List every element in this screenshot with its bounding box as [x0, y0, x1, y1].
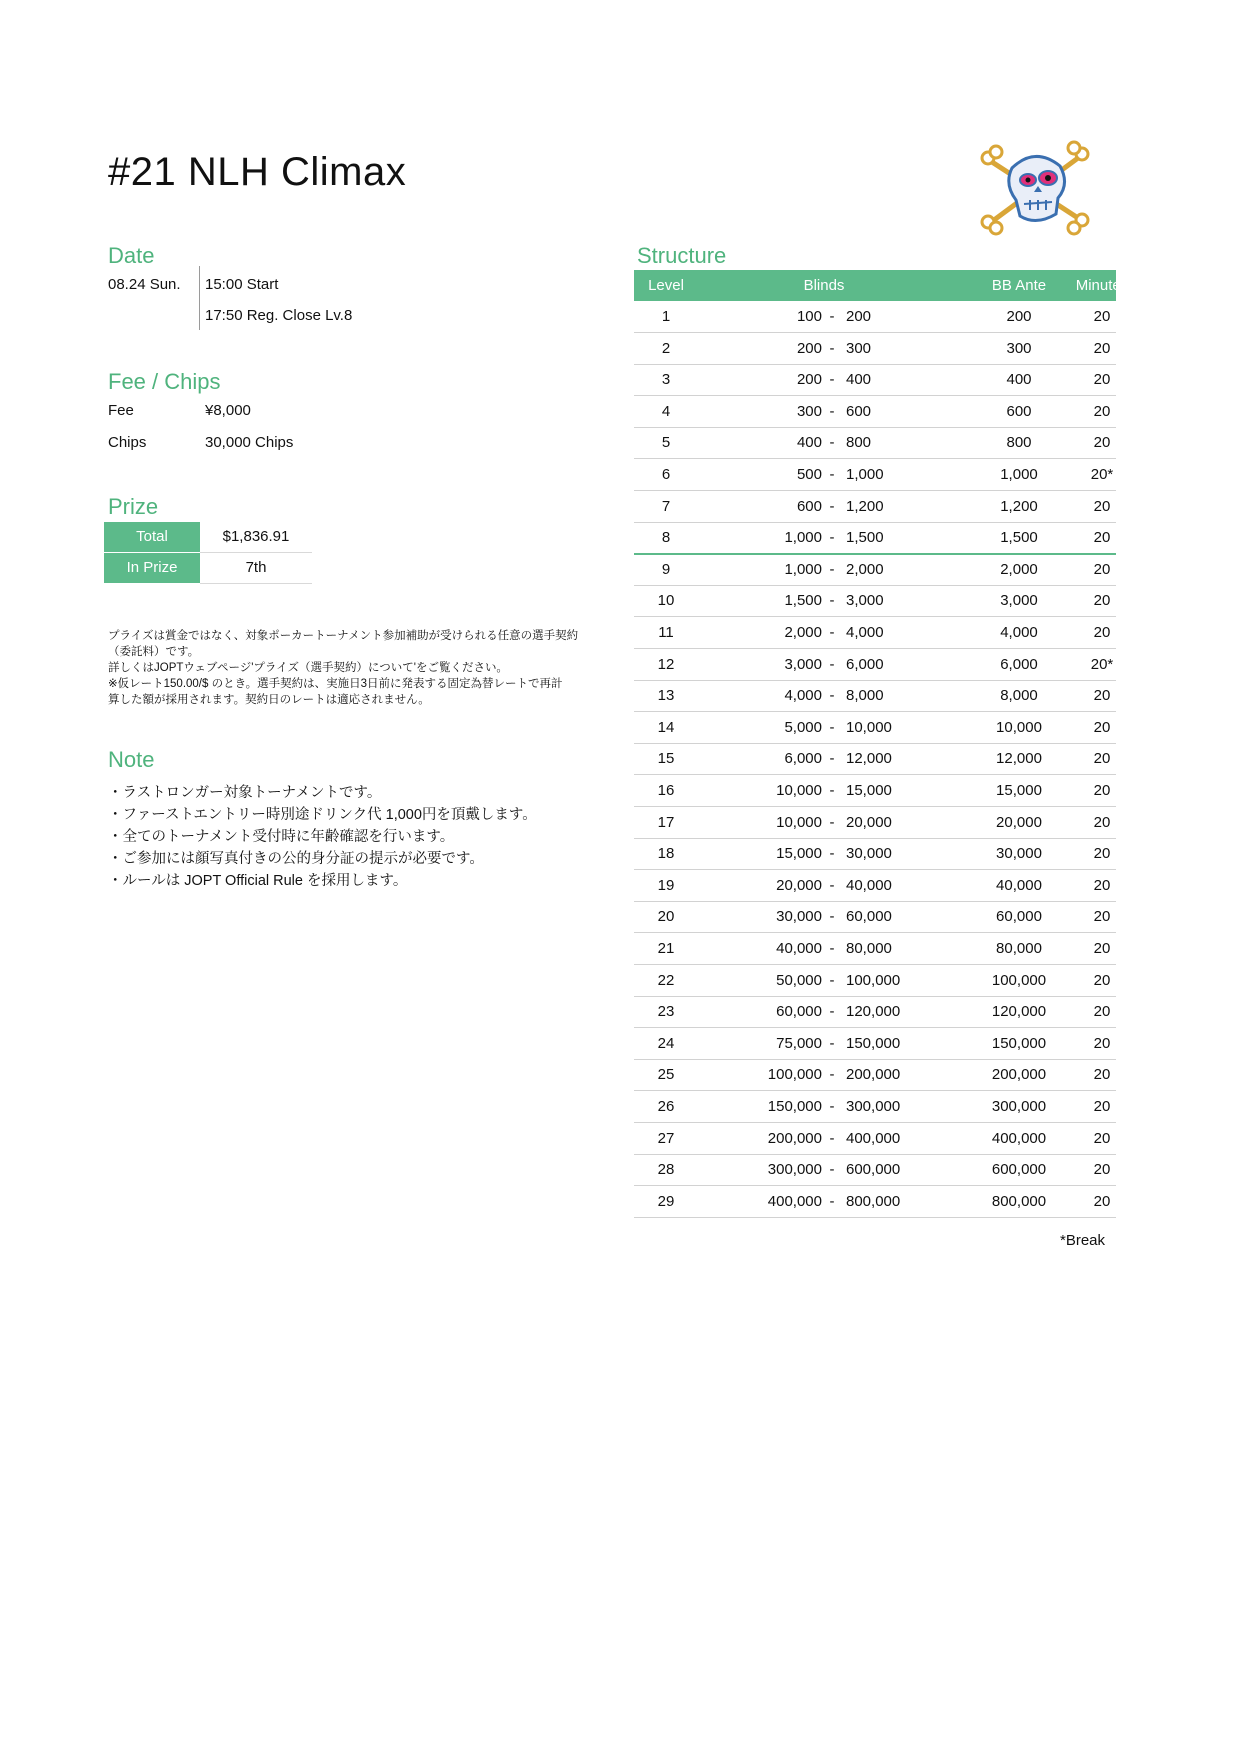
- event-date: 08.24 Sun.: [108, 276, 181, 293]
- bb-ante-cell: 6,000: [1000, 655, 1038, 673]
- note-item: ・ラストロンガー対象トーナメントです。: [108, 785, 382, 801]
- blinds-dash: -: [829, 750, 835, 768]
- small-blind-cell: 40,000: [776, 940, 822, 957]
- table-row: [634, 1186, 1116, 1218]
- big-blind-cell: 400,000: [846, 1129, 901, 1147]
- minutes-cell: 20: [1093, 782, 1111, 799]
- bb-ante-cell: 1,500: [1000, 529, 1038, 547]
- minutes-cell: 20: [1093, 971, 1111, 989]
- blinds-dash: -: [829, 434, 835, 452]
- table-row: [634, 364, 1116, 396]
- bb-ante-cell: 1,200: [1000, 497, 1038, 515]
- table-row: [634, 1091, 1116, 1123]
- prize-inprize-label: In Prize: [104, 553, 200, 583]
- minutes-cell: 20: [1093, 1003, 1111, 1021]
- reg-close-time: 17:50 Reg. Close Lv.8: [205, 307, 353, 324]
- blinds-dash: -: [829, 908, 835, 926]
- big-blind-cell: 100,000: [846, 971, 901, 989]
- bb-ante-cell: 300: [1006, 339, 1032, 357]
- bb-ante-cell: 600,000: [991, 1161, 1047, 1179]
- table-row: [634, 333, 1116, 365]
- minutes-cell: 20: [1093, 308, 1111, 325]
- blinds-dash: -: [829, 940, 835, 957]
- minutes-cell: 20*: [1090, 655, 1114, 673]
- big-blind-cell: 200: [846, 308, 872, 325]
- table-row: [634, 427, 1116, 459]
- minutes-cell: 20: [1093, 592, 1111, 610]
- small-blind-cell: 100: [796, 308, 822, 325]
- big-blind-cell: 80,000: [846, 940, 892, 957]
- prize-inprize-row: [104, 553, 312, 583]
- table-row: [634, 649, 1116, 681]
- note-item: ・全てのトーナメント受付時に年齢確認を行います。: [108, 829, 455, 845]
- table-row: [634, 396, 1116, 428]
- minutes-cell: 20: [1093, 687, 1111, 705]
- structure-header-row: [634, 270, 1129, 301]
- minutes-cell: 20: [1093, 750, 1111, 768]
- chips-label: Chips: [108, 434, 147, 451]
- prize-total-value: $1,836.91: [200, 522, 312, 553]
- structure-heading: Structure: [637, 243, 727, 268]
- blinds-dash: -: [829, 497, 835, 515]
- bb-ante-cell: 60,000: [996, 908, 1042, 926]
- big-blind-cell: 15,000: [846, 782, 892, 799]
- bb-ante-cell: 100,000: [991, 971, 1047, 989]
- bb-ante-cell: 120,000: [991, 1003, 1047, 1021]
- bb-ante-cell: 800: [1006, 434, 1032, 452]
- prize-heading: Prize: [108, 494, 159, 519]
- small-blind-cell: 1,000: [784, 529, 822, 547]
- small-blind-cell: 6,000: [784, 750, 822, 768]
- big-blind-cell: 40,000: [846, 876, 892, 894]
- level-cell: 11: [658, 624, 674, 641]
- level-cell: 1: [661, 308, 671, 325]
- level-cell: 8: [661, 529, 671, 547]
- blinds-dash: -: [829, 813, 835, 831]
- prize-inprize-value: 7th: [200, 553, 312, 584]
- small-blind-cell: 10,000: [776, 813, 822, 831]
- big-blind-cell: 8,000: [846, 687, 884, 705]
- bb-ante-cell: 600: [1006, 402, 1032, 420]
- note-item: ・ルールは JOPT Official Rule を採用します。: [108, 873, 408, 889]
- big-blind-cell: 800,000: [846, 1192, 901, 1210]
- level-cell: 18: [657, 845, 675, 863]
- level-cell: 15: [657, 750, 675, 768]
- small-blind-cell: 5,000: [784, 718, 822, 736]
- bb-ante-cell: 40,000: [996, 876, 1042, 894]
- level-cell: 23: [657, 1003, 675, 1021]
- col-level: Level: [648, 277, 684, 294]
- big-blind-cell: 150,000: [846, 1034, 901, 1052]
- big-blind-cell: 300,000: [846, 1098, 901, 1115]
- small-blind-cell: 400,000: [767, 1192, 822, 1210]
- small-blind-cell: 200,000: [767, 1129, 822, 1147]
- minutes-cell: 20: [1093, 813, 1111, 831]
- blinds-dash: -: [829, 1034, 835, 1052]
- bb-ante-cell: 200: [1006, 308, 1032, 325]
- small-blind-cell: 400: [796, 434, 822, 452]
- small-blind-cell: 2,000: [784, 624, 822, 641]
- small-blind-cell: 500: [796, 466, 822, 483]
- small-blind-cell: 30,000: [776, 908, 822, 926]
- table-row: [634, 617, 1116, 649]
- blinds-dash: -: [829, 339, 835, 357]
- big-blind-cell: 600: [846, 402, 872, 420]
- prize-disclaimer: [108, 628, 598, 708]
- minutes-cell: 20: [1093, 1161, 1111, 1179]
- big-blind-cell: 400: [846, 371, 872, 389]
- note-item: ・ファーストエントリー時別途ドリンク代 1,000円を頂戴します。: [108, 807, 537, 823]
- level-cell: 21: [657, 940, 675, 957]
- level-cell: 17: [657, 813, 675, 831]
- small-blind-cell: 200: [796, 371, 822, 389]
- blinds-dash: -: [829, 466, 835, 483]
- big-blind-cell: 20,000: [846, 813, 892, 831]
- small-blind-cell: 3,000: [784, 655, 822, 673]
- table-row: [634, 554, 1116, 586]
- fee-heading: Fee / Chips: [108, 369, 221, 394]
- page-title: #21 NLH Climax: [108, 150, 407, 194]
- disclaimer-line: ※仮レート150.00/$ のとき。選手契約は、実施日3日前に発表する固定為替レートで再計: [108, 678, 563, 690]
- bb-ante-cell: 15,000: [996, 782, 1042, 799]
- date-heading: Date: [108, 243, 155, 268]
- minutes-cell: 20: [1093, 402, 1111, 420]
- big-blind-cell: 800: [846, 434, 872, 452]
- level-cell: 27: [657, 1129, 675, 1147]
- table-row: [634, 459, 1116, 491]
- level-cell: 5: [661, 434, 671, 452]
- small-blind-cell: 300: [796, 402, 822, 420]
- level-cell: 28: [657, 1161, 675, 1179]
- small-blind-cell: 200: [796, 339, 822, 357]
- minutes-cell: 20: [1093, 560, 1111, 578]
- table-row: [634, 1154, 1116, 1186]
- blinds-dash: -: [829, 655, 835, 673]
- level-cell: 25: [657, 1066, 675, 1084]
- level-cell: 13: [657, 687, 675, 705]
- level-cell: 16: [657, 782, 675, 799]
- minutes-cell: 20: [1093, 1066, 1111, 1084]
- bb-ante-cell: 4,000: [1000, 624, 1038, 641]
- big-blind-cell: 1,500: [846, 529, 884, 547]
- level-cell: 20: [657, 908, 675, 926]
- note-heading: Note: [108, 747, 155, 772]
- blinds-dash: -: [829, 402, 835, 420]
- minutes-cell: 20: [1093, 339, 1111, 357]
- minutes-cell: 20*: [1090, 466, 1114, 483]
- level-cell: 4: [661, 402, 671, 420]
- level-cell: 26: [657, 1098, 675, 1115]
- table-row: [634, 870, 1116, 902]
- bb-ante-cell: 2,000: [1000, 560, 1038, 578]
- level-cell: 29: [657, 1192, 675, 1210]
- big-blind-cell: 200,000: [846, 1066, 901, 1084]
- chips-value: 30,000 Chips: [205, 434, 294, 451]
- bb-ante-cell: 30,000: [996, 845, 1042, 863]
- minutes-cell: 20: [1093, 908, 1111, 926]
- small-blind-cell: 20,000: [776, 876, 822, 894]
- disclaimer-line: 算した額が採用されます。契約日のレートは適応されません。: [108, 694, 430, 706]
- small-blind-cell: 600: [796, 497, 822, 515]
- big-blind-cell: 3,000: [846, 592, 884, 610]
- small-blind-cell: 300,000: [767, 1161, 822, 1179]
- big-blind-cell: 300: [846, 339, 872, 357]
- big-blind-cell: 2,000: [846, 560, 884, 578]
- start-time: 15:00 Start: [205, 276, 279, 293]
- small-blind-cell: 1,000: [784, 560, 822, 578]
- big-blind-cell: 120,000: [846, 1003, 901, 1021]
- small-blind-cell: 150,000: [767, 1098, 822, 1115]
- blinds-dash: -: [829, 1003, 835, 1021]
- blinds-dash: -: [829, 1098, 835, 1115]
- bb-ante-cell: 12,000: [996, 750, 1042, 768]
- minutes-cell: 20: [1093, 876, 1111, 894]
- small-blind-cell: 100,000: [767, 1066, 822, 1084]
- table-row: [634, 680, 1116, 712]
- bb-ante-cell: 10,000: [996, 718, 1042, 736]
- bb-ante-cell: 3,000: [1000, 592, 1038, 610]
- level-cell: 14: [657, 718, 675, 736]
- fee-label: Fee: [108, 402, 134, 419]
- bb-ante-cell: 20,000: [996, 813, 1042, 831]
- bb-ante-cell: 8,000: [1000, 687, 1038, 705]
- note-item: ・ご参加には顔写真付きの公的身分証の提示が必要です。: [108, 851, 484, 867]
- blinds-dash: -: [829, 560, 835, 578]
- table-row: [634, 585, 1116, 617]
- minutes-cell: 20: [1093, 497, 1111, 515]
- blinds-dash: -: [829, 529, 835, 547]
- small-blind-cell: 4,000: [784, 687, 822, 705]
- date-divider: [199, 266, 200, 330]
- blinds-dash: -: [829, 845, 835, 863]
- table-row: [634, 901, 1116, 933]
- small-blind-cell: 50,000: [776, 971, 822, 989]
- small-blind-cell: 75,000: [776, 1034, 822, 1052]
- bb-ante-cell: 300,000: [991, 1098, 1047, 1115]
- minutes-cell: 20: [1093, 1129, 1111, 1147]
- big-blind-cell: 600,000: [846, 1161, 901, 1179]
- blinds-dash: -: [829, 782, 835, 799]
- bb-ante-cell: 1,000: [1000, 466, 1038, 483]
- minutes-cell: 20: [1093, 434, 1111, 452]
- minutes-cell: 20: [1093, 845, 1111, 863]
- big-blind-cell: 1,200: [846, 497, 884, 515]
- level-cell: 6: [661, 466, 671, 483]
- blinds-dash: -: [829, 624, 835, 641]
- break-note: *Break: [1060, 1232, 1106, 1249]
- bb-ante-cell: 800,000: [991, 1192, 1047, 1210]
- level-cell: 7: [661, 497, 671, 515]
- table-row: [634, 1028, 1116, 1060]
- table-row: [634, 491, 1116, 523]
- level-cell: 24: [657, 1034, 675, 1052]
- table-row: [634, 838, 1116, 870]
- table-row: [634, 712, 1116, 744]
- level-cell: 10: [657, 592, 675, 610]
- blinds-dash: -: [829, 1066, 835, 1084]
- blinds-dash: -: [829, 687, 835, 705]
- level-cell: 3: [661, 371, 671, 389]
- blinds-dash: -: [829, 1192, 835, 1210]
- blinds-dash: -: [829, 308, 835, 325]
- blinds-dash: -: [829, 1129, 835, 1147]
- fee-value: ¥8,000: [205, 402, 251, 419]
- minutes-cell: 20: [1093, 1034, 1111, 1052]
- bb-ante-cell: 400,000: [991, 1129, 1047, 1147]
- prize-total-row: [104, 522, 312, 552]
- blinds-dash: -: [829, 876, 835, 894]
- disclaimer-line: 詳しくはJOPTウェブページ'プライズ（選手契約）について'をご覧ください。: [108, 662, 508, 674]
- big-blind-cell: 4,000: [846, 624, 884, 641]
- level-cell: 9: [661, 560, 671, 578]
- table-row: [634, 301, 1116, 333]
- col-blinds: Blinds: [803, 277, 845, 294]
- level-cell: 2: [661, 339, 671, 357]
- blinds-dash: -: [829, 592, 835, 610]
- small-blind-cell: 1,500: [784, 592, 822, 610]
- disclaimer-line: （委託料）です。: [108, 646, 200, 658]
- minutes-cell: 20: [1093, 624, 1111, 641]
- table-row: [634, 807, 1116, 839]
- minutes-cell: 20: [1093, 940, 1111, 957]
- col-minutes: Minutes: [1075, 277, 1129, 294]
- table-row: [634, 996, 1116, 1028]
- small-blind-cell: 15,000: [776, 845, 822, 863]
- blinds-dash: -: [829, 718, 835, 736]
- big-blind-cell: 30,000: [846, 845, 892, 863]
- bb-ante-cell: 400: [1006, 371, 1032, 389]
- table-row: [634, 1123, 1116, 1155]
- bb-ante-cell: 80,000: [996, 940, 1042, 957]
- skull-crossbones-icon: [978, 140, 1092, 238]
- big-blind-cell: 10,000: [846, 718, 892, 736]
- table-row: [634, 965, 1116, 997]
- col-bb-ante: BB Ante: [991, 277, 1047, 294]
- note-list: [108, 782, 537, 892]
- table-row: [634, 933, 1116, 965]
- blinds-dash: -: [829, 371, 835, 389]
- minutes-cell: 20: [1093, 371, 1111, 389]
- minutes-cell: 20: [1093, 529, 1111, 547]
- bb-ante-cell: 200,000: [991, 1066, 1047, 1084]
- table-row: [634, 775, 1116, 807]
- bb-ante-cell: 150,000: [991, 1034, 1047, 1052]
- level-cell: 22: [657, 971, 675, 989]
- small-blind-cell: 10,000: [776, 782, 822, 799]
- prize-total-label: Total: [104, 522, 200, 552]
- table-row: [634, 1059, 1116, 1091]
- level-cell: 12: [657, 655, 675, 673]
- big-blind-cell: 60,000: [846, 908, 892, 926]
- big-blind-cell: 12,000: [846, 750, 892, 768]
- minutes-cell: 20: [1093, 1192, 1111, 1210]
- table-row: [634, 743, 1116, 775]
- table-row: [634, 522, 1116, 555]
- level-cell: 19: [657, 876, 675, 894]
- big-blind-cell: 1,000: [846, 466, 884, 483]
- minutes-cell: 20: [1093, 718, 1111, 736]
- disclaimer-line: プライズは賞金ではなく、対象ポーカートーナメント参加補助が受けられる任意の選手契約: [108, 630, 579, 642]
- small-blind-cell: 60,000: [776, 1003, 822, 1021]
- blinds-dash: -: [829, 1161, 835, 1179]
- blinds-dash: -: [829, 971, 835, 989]
- big-blind-cell: 6,000: [846, 655, 884, 673]
- minutes-cell: 20: [1093, 1098, 1111, 1115]
